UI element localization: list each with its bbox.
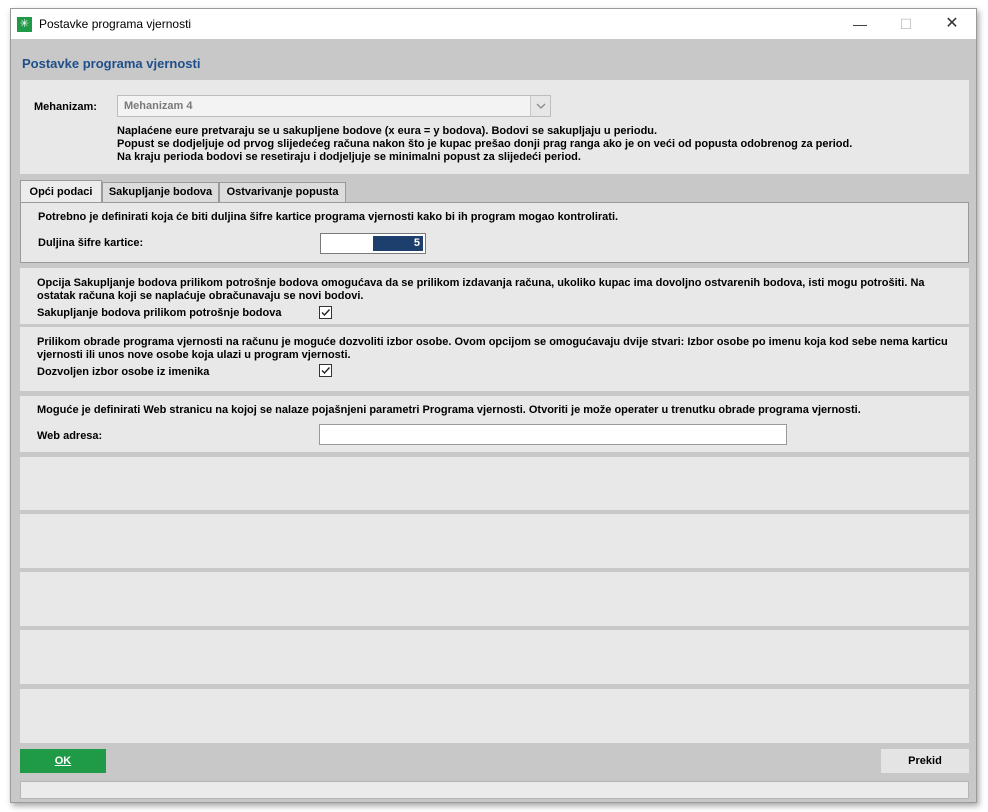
mechanism-description-line: Popust se dodjeljuje od prvog slijedećeg računa nakon što je kupac prešao donji prag ranga ako je on veći od popusta odobrenog za period. (117, 138, 853, 150)
card-length-label: Duljina šifre kartice: (38, 237, 144, 249)
points-spending-checkbox-label: Sakupljanje bodova prilikom potrošnje bodova (37, 307, 282, 319)
tab-discount[interactable]: Ostvarivanje popusta (219, 182, 346, 203)
web-address-label: Web adresa: (37, 430, 103, 442)
ok-button[interactable]: OK (20, 749, 106, 773)
empty-panel (20, 630, 969, 684)
web-address-panel (20, 396, 969, 452)
chevron-down-icon[interactable] (530, 96, 550, 116)
status-bar (20, 781, 969, 799)
close-button[interactable]: ✕ (945, 15, 959, 32)
minimize-button[interactable]: — (853, 16, 867, 32)
card-length-value: 5 (373, 236, 423, 251)
page-header (11, 39, 976, 79)
tab-points-collection[interactable]: Sakupljanje bodova (102, 182, 219, 203)
web-address-input[interactable] (319, 424, 787, 445)
points-spending-panel (20, 268, 969, 324)
tab-general[interactable]: Opći podaci (20, 180, 102, 204)
points-spending-desc-line: ostatak računa koji se naplaćuje obračunavaju se novi bodovi. (37, 290, 364, 302)
card-length-description: Potrebno je definirati koja će biti duljina šifre kartice programa vjernosti kako bi ih program mogao kontrolirati. (38, 211, 619, 223)
empty-panel (20, 457, 969, 510)
person-select-desc-line: Prilikom obrade programa vjernosti na računu je moguće dozvoliti izbor osobe. Ovom opcijom se omogućavaju dvije stvari: Izbor osobe po imenu koja kod sebe nema karticu (37, 336, 948, 348)
page-title: Postavke programa vjernosti (22, 56, 201, 71)
cancel-button[interactable]: Prekid (881, 749, 969, 773)
mechanism-select[interactable] (117, 95, 551, 117)
points-spending-description (37, 277, 925, 303)
points-spending-checkbox[interactable] (319, 306, 332, 319)
empty-panel (20, 572, 969, 626)
window-title: Postavke programa vjernosti (39, 17, 192, 31)
person-select-checkbox[interactable] (319, 364, 332, 377)
person-select-panel (20, 327, 969, 391)
points-spending-desc-line: Opcija Sakupljanje bodova prilikom potrošnje bodova omogućava da se prilikom izdavanja računa, ukoliko kupac ima dovoljno ostvarenih bodova, isti mogu potrošiti. Na (37, 277, 925, 289)
mechanism-select-value: Mehanizam 4 (124, 100, 193, 112)
person-select-checkbox-label: Dozvoljen izbor osobe iz imenika (37, 366, 210, 378)
title-bar (11, 9, 976, 39)
card-length-input[interactable] (320, 233, 426, 254)
person-select-description (37, 336, 948, 362)
maximize-button[interactable]: ☐ (899, 16, 913, 32)
mechanism-panel (20, 80, 969, 174)
empty-panel (20, 689, 969, 743)
mechanism-description (117, 125, 957, 164)
mechanism-description-line: Na kraju perioda bodovi se resetiraju i dodjeljuje se minimalni popust za slijedeći period. (117, 151, 581, 163)
mechanism-description-line: Naplaćene eure pretvaraju se u sakupljene bodove (x eura = y bodova). Bodovi se sakupljaju u periodu. (117, 125, 658, 137)
empty-panel (20, 514, 969, 568)
settings-window (10, 8, 977, 803)
card-length-panel (20, 202, 969, 263)
checkmark-icon (320, 365, 331, 376)
app-icon: ✳ (17, 17, 32, 32)
web-description: Moguće je definirati Web stranicu na kojoj se nalaze pojašnjeni parametri Programa vjernosti. Otvoriti je može operater u trenutku obrade programa vjernosti. (37, 404, 861, 416)
mechanism-label: Mehanizam: (34, 101, 97, 113)
checkmark-icon (320, 307, 331, 318)
person-select-desc-line: vjernosti ili unos nove osobe koja ulazi u program vjernosti. (37, 349, 351, 361)
